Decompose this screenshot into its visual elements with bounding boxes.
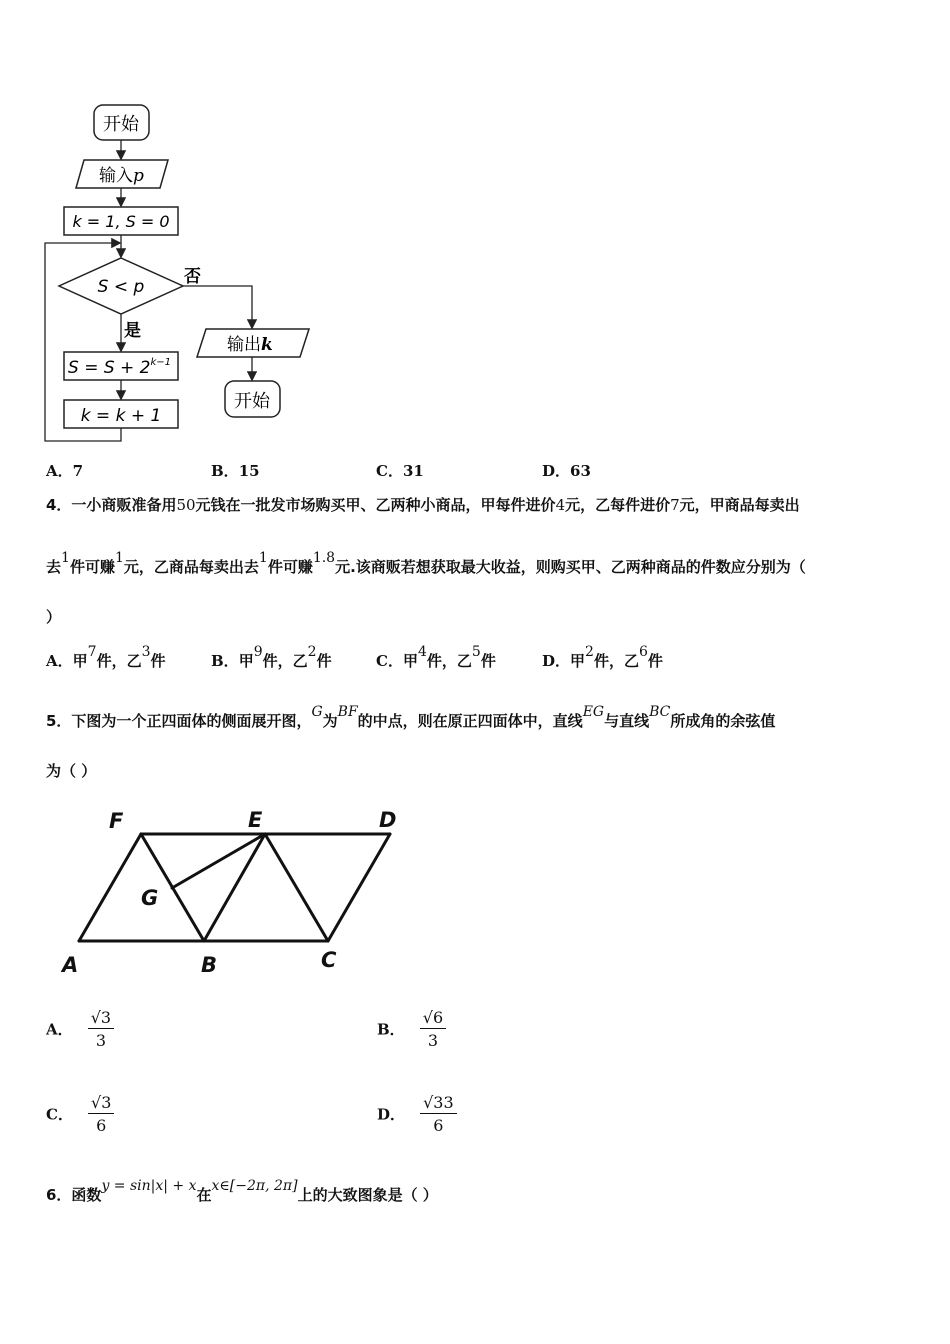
label-G: G	[141, 886, 159, 910]
label-E: E	[248, 808, 263, 832]
q4-option-a: A．甲7件，乙3件	[46, 644, 166, 670]
q6-line: 6．函数y = sin|x| + x在x∈[−2π, 2π]上的大致图象是（ ）	[46, 1178, 438, 1204]
edge-CD	[328, 834, 390, 941]
q5-option-a: A． $\frac{√3}{3}$	[46, 1008, 114, 1050]
q4-option-d: D．甲2件，乙6件	[542, 644, 663, 670]
q4-line1: 4．一小商贩准备用50元钱在一批发市场购买甲、乙两种小商品，甲每件进价4元，乙每件进价7元，甲商品每卖出	[46, 496, 800, 514]
label-C: C	[321, 948, 337, 972]
q5-line2: 为（ ）	[46, 762, 97, 780]
no-label: 否	[184, 267, 201, 287]
input-label: 输入	[99, 166, 133, 186]
q4-option-c: C．甲4件，乙5件	[376, 644, 496, 670]
q6-domain: x∈[−2π, 2π]	[211, 1178, 298, 1194]
q5-option-c: C． $\frac{√3}{6}$	[46, 1093, 114, 1135]
init-label: k = 1, S = 0	[72, 212, 170, 231]
tetrahedron-net-figure	[55, 800, 415, 980]
q5-option-b: B． $\frac{√6}{3}$	[377, 1008, 446, 1050]
svg-text:输入p	[99, 166, 144, 186]
q5-line1: 5．下图为一个正四面体的侧面展开图，G为BF的中点，则在原正四面体中，直线EG与直线BC所成角的余弦值	[46, 704, 776, 730]
svg-text:输出k	[227, 335, 273, 355]
end-label: 开始	[234, 391, 270, 412]
q4-options	[46, 644, 746, 674]
q3-option-a: A．7	[46, 462, 84, 480]
q3-option-d: D．63	[542, 462, 591, 480]
output-var: k	[261, 335, 273, 355]
q3-option-c: C．31	[376, 462, 424, 480]
edge-EC	[265, 834, 328, 941]
q5-option-d: D． $\frac{√33}{6}$	[377, 1093, 457, 1135]
assign-s-exponent: k−1	[150, 357, 172, 368]
q4-option-b: B．甲9件，乙2件	[211, 644, 332, 670]
input-var: p	[133, 166, 144, 186]
output-label: 输出	[227, 335, 261, 355]
edge-AF	[79, 834, 141, 941]
q4-line3: ）	[46, 608, 62, 626]
q3-options	[46, 460, 646, 482]
condition-label: S < p	[97, 277, 145, 297]
assign-k-label: k = k + 1	[80, 406, 162, 426]
label-B: B	[201, 953, 218, 977]
q3-option-b: B．15	[211, 462, 260, 480]
q6-function: y = sin|x| + x	[101, 1178, 197, 1194]
assign-s-label: S = S + 2	[68, 358, 151, 378]
label-F: F	[109, 809, 124, 833]
start-label: 开始	[103, 114, 139, 135]
q4-line2: 去1件可赚1元，乙商品每卖出去1件可赚1.8元.该商贩若想获取最大收益，则购买甲、乙两种商品的件数应分别为（	[46, 550, 806, 576]
flowchart	[0, 0, 330, 450]
yes-label: 是	[124, 321, 141, 341]
label-A: A	[62, 953, 79, 977]
label-D: D	[379, 808, 397, 832]
